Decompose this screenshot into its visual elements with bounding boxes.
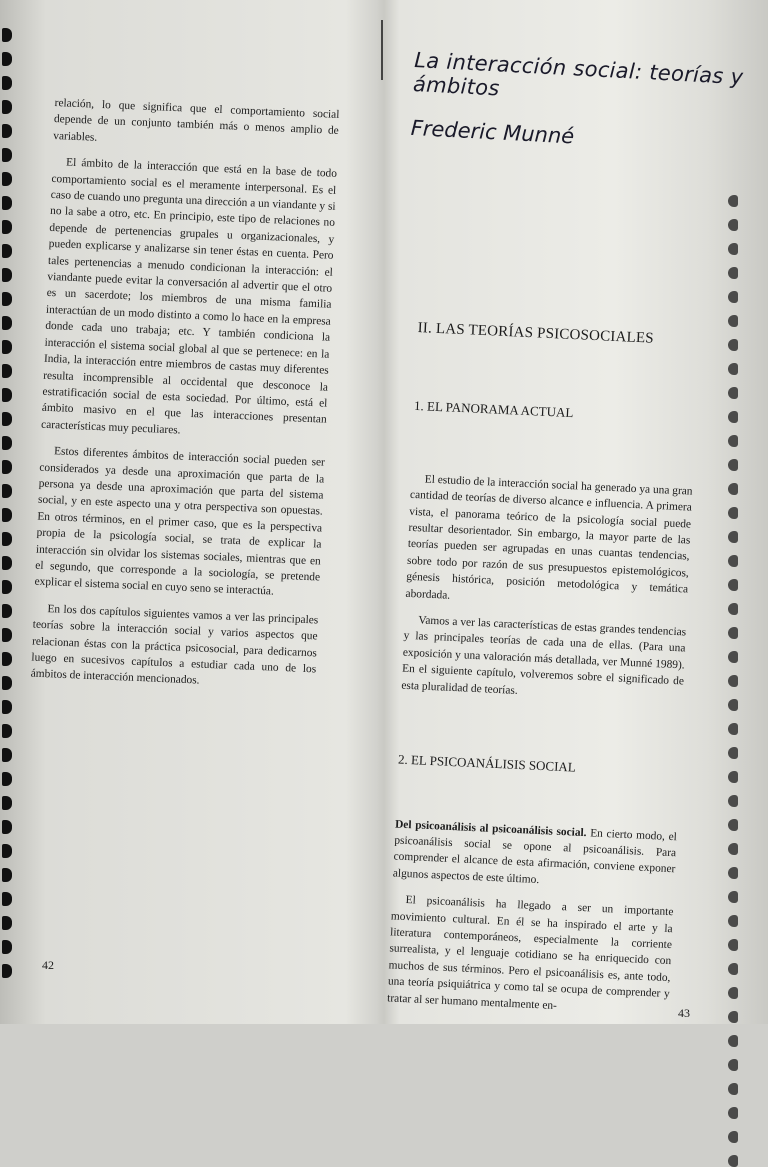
left-paragraph-1: relación, lo que significa que el comportamiento social depende de un conjunto también más o menos amplio de variables. (53, 96, 340, 144)
right-page (386, 320, 699, 1029)
left-paragraph-3: Estos diferentes ámbitos de interacción social pueden ser considerados ya desde una aproximación que parta de la persona ya desde una aproximación que parta del sistema social, y en este aspecto una y otra perspectiva son opuestas. En otros términos, en el primer caso, que es la perspectiva propia de la psicología social, se trata de explicar la interacción sin olvidar los sistemas sociales, mientras que en el segundo, que corresponde a la sociología, se pretende explicar el sistema social en cuyo seno se interactúa. (34, 445, 326, 598)
right-paragraph-1: El estudio de la interacción social ha generado ya una gran cantidad de teorías de diverso alcance e influencia. A primera vista, el panorama teórico de la psicología social puede resultar desorientador. Sin embargo, la mayor parte de las teorías pueden ser agrupadas en unas cuantas tendencias, sobre todo por razón de sus presupuestos epistemológicos, génesis histórica, posición metodológica y temática abordada. (405, 473, 693, 602)
right-paragraph-4: El psicoanálisis ha llegado a ser un importante movimiento cultural. En él se ha inspirado el arte y la literatura contemporáneos, especialmente la corriente surrealista, y el lenguaje cotidiano se ha enriquecido con muchos de sus términos. Pero el psicoanálisis es, ante todo, una teoría psiquiátrica y como tal se ocupa de comprender y tratar al ser humano mentalmente en- (386, 894, 674, 1012)
gutter-mark (381, 20, 383, 80)
run-in-heading: Del psicoanálisis al psicoanálisis social. (394, 817, 587, 839)
spiral-binding-left (0, 28, 14, 1018)
right-paragraph-3-text: En cierto modo, el psicoanálisis social se opone al psicoanálisis. Para comprender el alcance de esta afirmación, conviene exponer algunos aspectos de este último. (392, 826, 678, 886)
handwritten-note (410, 48, 744, 157)
right-page-number: 43 (678, 1006, 690, 1020)
left-paragraph-2: El ámbito de la interacción que está en la base de todo comportamiento social es el meramente interpersonal. Es el caso de cuando uno pregunta una dirección a un viandante y si no la sabe a otro, etc. En principio, este tipo de relaciones no depende de pertenencias grupales u organizacionales, y pueden explicarse y analizarse sin tener éstas en cuenta. Pero tales pertenencias a menudo condicionan la interacción: el viandante puede evitar la conversación al advertir que el otro es un sacerdote; los miembros de una misma familia interactúan de un modo distinto a como lo hace en la empresa donde cada uno trabaja; etc. Y también condiciona la interacción el sistema social global al que se pertenece: en la India, la interacción entre miembros de castas muy diferentes resulta incomprensible al occidental que desconoce la estratificación social de esta sociedad. Por último, está el ámbito masivo en el que las interacciones presentan características muy peculiares. (40, 156, 338, 437)
left-page (30, 95, 340, 704)
chapter-title: II. LAS TEORÍAS PSICOSOCIALES (417, 320, 655, 347)
handwritten-author: Frederic Munné (410, 115, 575, 149)
right-paragraph-2: Vamos a ver las características de estas grandes tendencias y las principales teorías de cada una de ellas. (Para una exposición y una valoración más detallada, ver Munné 1989). En el siguiente capítulo, volveremos sobre el significado de esta pluralidad de teorías. (401, 614, 687, 697)
handwritten-title: La interacción social: teorías y ámbitos (412, 48, 744, 101)
section-1-title: 1. EL PANORAMA ACTUAL (413, 398, 574, 421)
right-paragraph-3 (393, 816, 678, 894)
left-page-number: 42 (42, 958, 54, 972)
left-paragraph-4: En los dos capítulos siguientes vamos a ver las principales teorías sobre la interacción social y varios aspectos que relacionan éstas con la práctica psicosocial, para dedicarnos luego en sucesivos capítulos a estudiar cada uno de los ámbitos de interacción mencionados. (30, 602, 319, 687)
section-2-title: 2. EL PSICOANÁLISIS SOCIAL (397, 751, 577, 775)
spiral-binding-right (726, 195, 744, 1015)
